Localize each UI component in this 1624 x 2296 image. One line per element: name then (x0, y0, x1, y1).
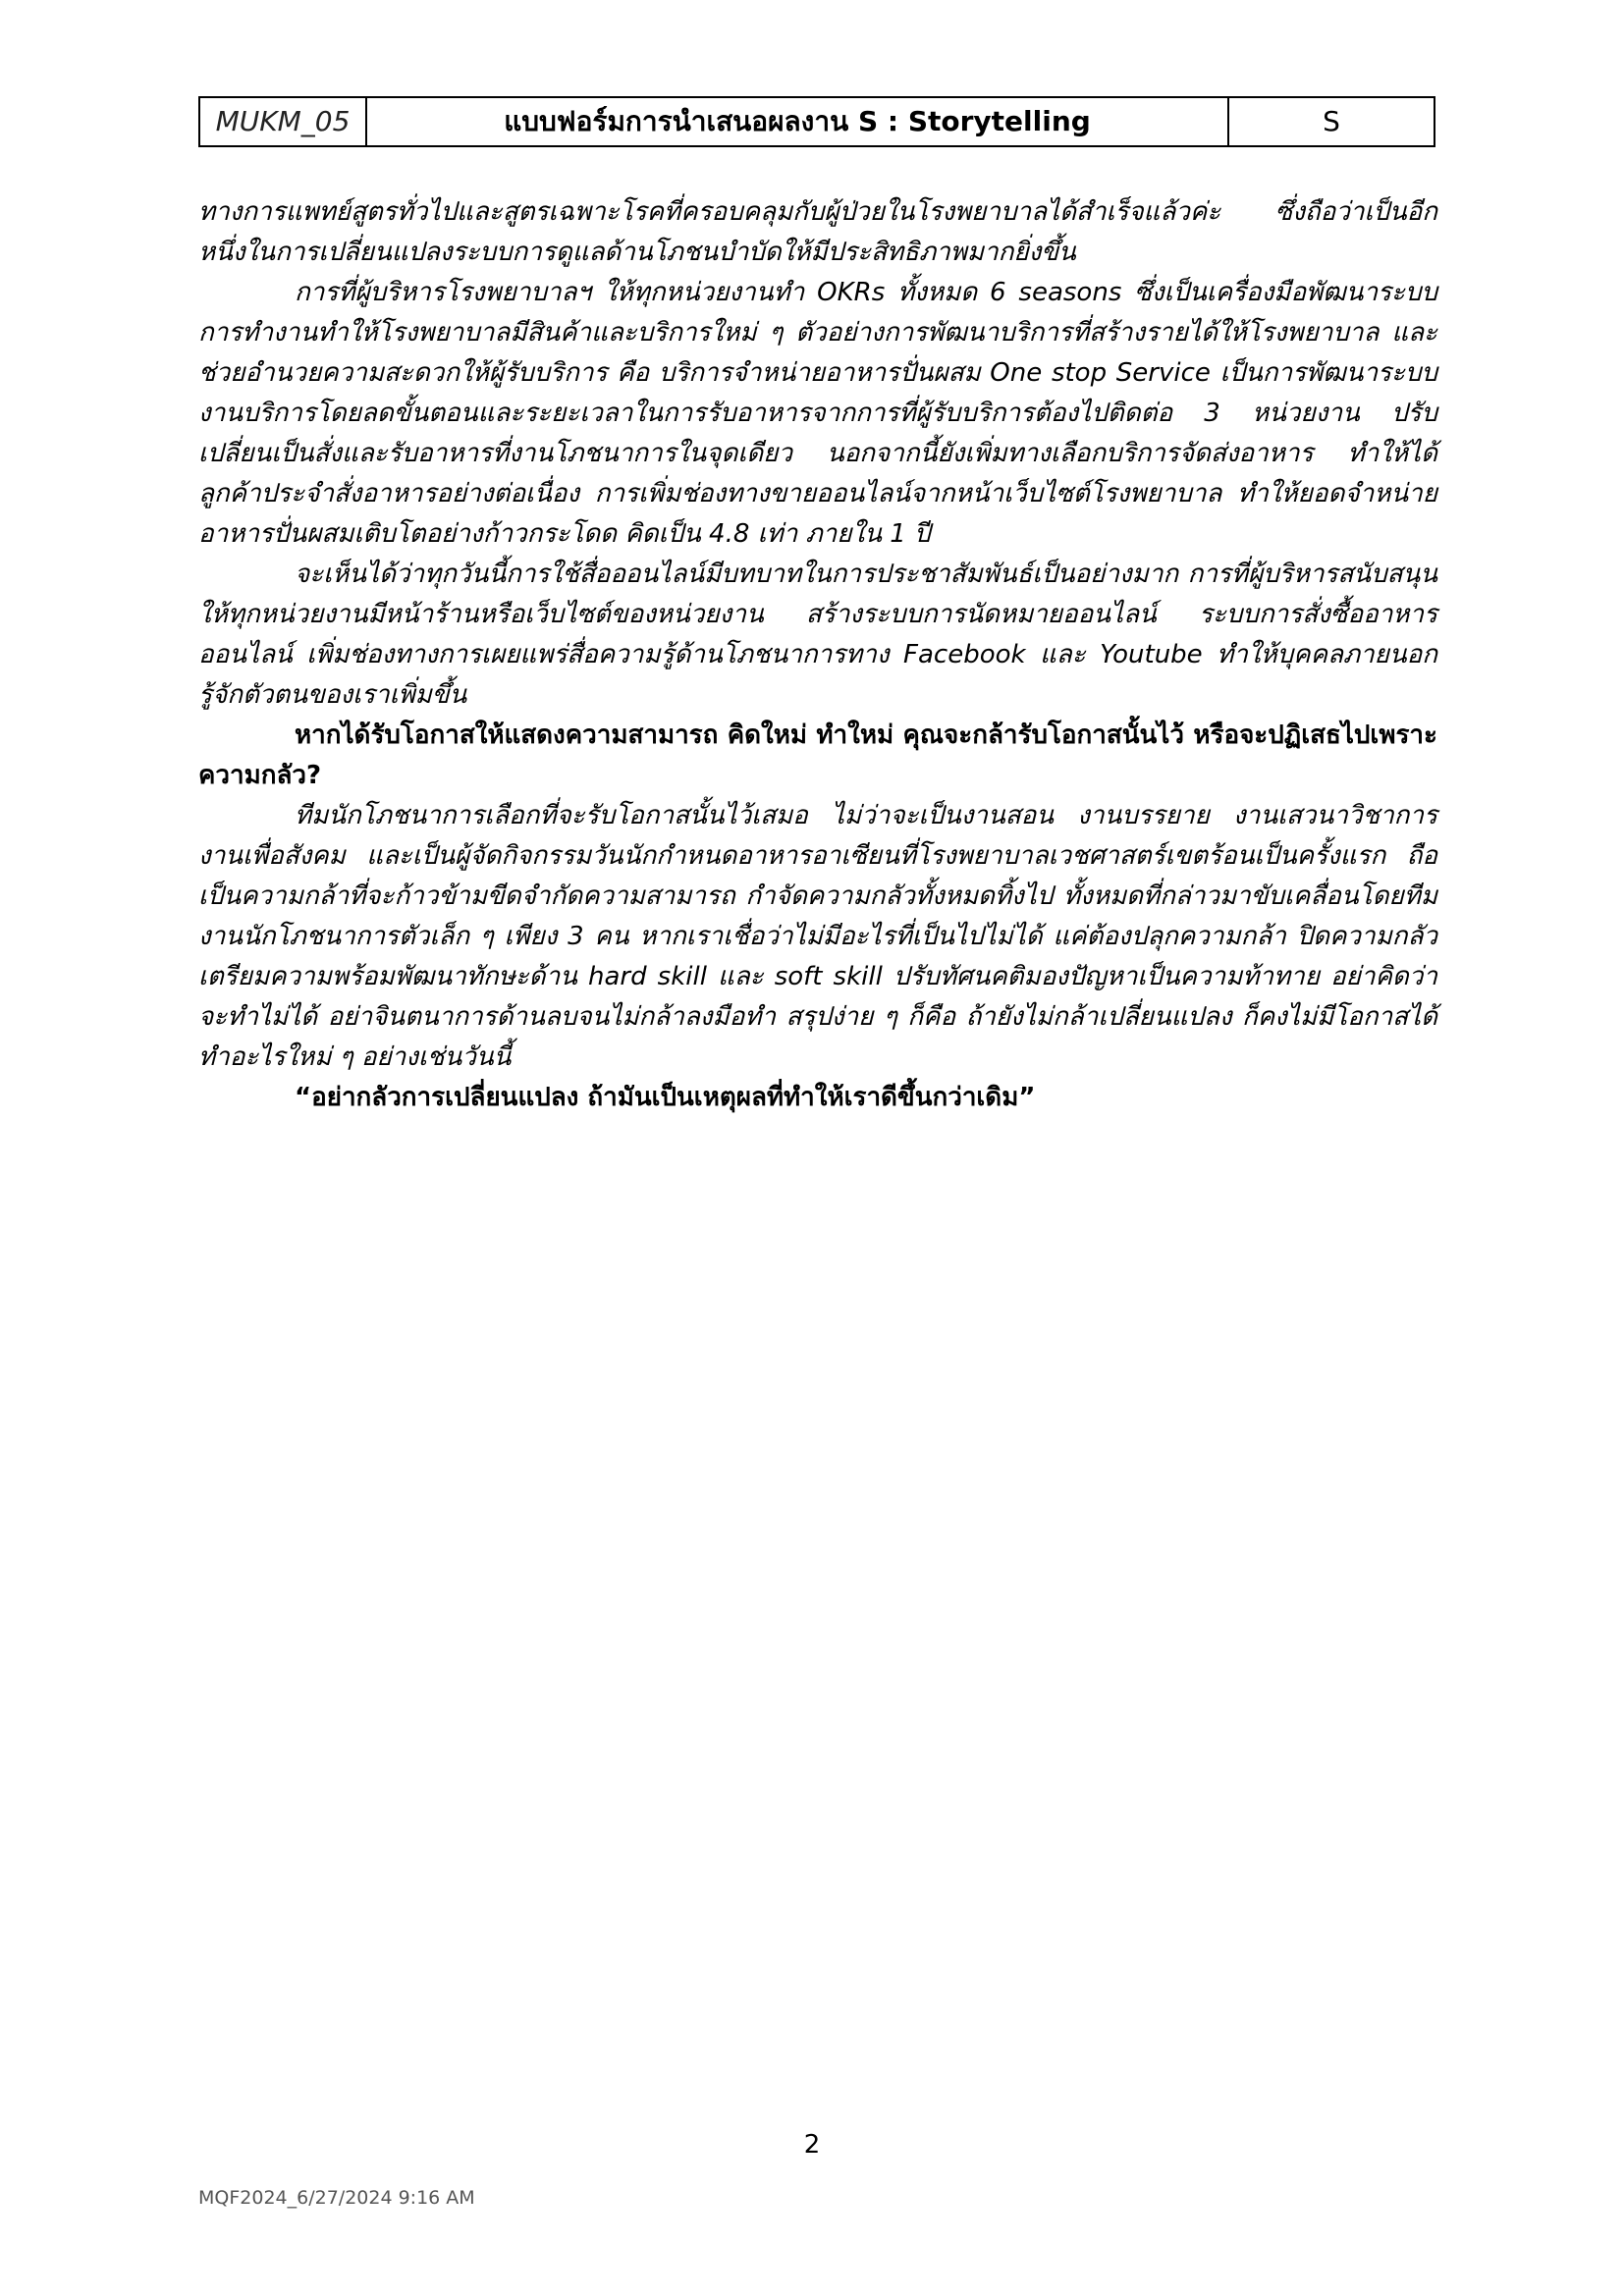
document-body (198, 192, 1437, 1118)
closing-quote: “อย่ากลัวการเปลี่ยนแปลง ถ้ามันเป็นเหตุผลที่ทำให้เราดีขึ้นกว่าเดิม” (295, 1083, 1036, 1112)
paragraph-team: ทีมนักโภชนาการเลือกที่จะรับโอกาสนั้นไว้เสมอ ไม่ว่าจะเป็นงานสอน งานบรรยาย งานเสวนาวิชาการ งานเพื่อสังคม และเป็นผู้จัดกิจกรรมวันนักกำหนดอาหารอาเซียนที่โรงพยาบาลเวชศาสตร์เขตร้อนเป็นครั้งแรก ถือเป็นความกล้าที่จะก้าวข้ามขีดจำกัดความสามารถ กำจัดความกลัวทั้งหมดทิ้งไป ทั้งหมดที่กล่าวมาขับเคลื่อนโดยทีมงานนักโภชนาการตัวเล็ก ๆ เพียง 3 คน หากเราเชื่อว่าไม่มีอะไรที่เป็นไปไม่ได้ แค่ต้องปลุกความกล้า ปิดความกลัว เตรียมความพร้อมพัฒนาทักษะด้าน hard skill และ soft skill ปรับทัศนคติมองปัญหาเป็นความท้าทาย อย่าคิดว่าจะทำไม่ได้ อย่าจินตนาการด้านลบจนไม่กล้าลงมือทำ สรุปง่าย ๆ ก็คือ ถ้ายังไม่กล้าเปลี่ยนแปลง ก็คงไม่มีโอกาสได้ทำอะไรใหม่ ๆ อย่างเช่นวันนี้ (198, 801, 1437, 1072)
header-table (198, 96, 1435, 147)
paragraph-online-media: จะเห็นได้ว่าทุกวันนี้การใช้สื่อออนไลน์มีบทบาทในการประชาสัมพันธ์เป็นอย่างมาก การที่ผู้บริหารสนับสนุนให้ทุกหน่วยงานมีหน้าร้านหรือเว็บไซต์ของหน่วยงาน สร้างระบบการนัดหมายออนไลน์ ระบบการสั่งซื้ออาหารออนไลน์ เพิ่มช่องทางการเผยแพร่สื่อความรู้ด้านโภชนาการทาง Facebook และ Youtube ทำให้บุคคลภายนอกรู้จักตัวตนของเราเพิ่มขึ้น (198, 560, 1437, 710)
section-letter: S (1228, 97, 1435, 146)
header-row (199, 97, 1435, 146)
footer-stamp: MQF2024_6/27/2024 9:16 AM (198, 2187, 475, 2209)
paragraph-okrs: การที่ผู้บริหารโรงพยาบาลฯ ให้ทุกหน่วยงานทำ OKRs ทั้งหมด 6 seasons ซึ่งเป็นเครื่องมือพัฒนาระบบการทำงานทำให้โรงพยาบาลมีสินค้าและบริการใหม่ ๆ ตัวอย่างการพัฒนาบริการที่สร้างรายได้ให้โรงพยาบาล และช่วยอำนวยความสะดวกให้ผู้รับบริการ คือ บริการจำหน่ายอาหารปั่นผสม One stop Service เป็นการพัฒนาระบบงานบริการโดยลดขั้นตอนและระยะเวลาในการรับอาหารจากการที่ผู้รับบริการต้องไปติดต่อ 3 หน่วยงาน ปรับเปลี่ยนเป็นสั่งและรับอาหารที่งานโภชนาการในจุดเดียว นอกจากนี้ยังเพิ่มทางเลือกบริการจัดส่งอาหาร ทำให้ได้ลูกค้าประจำสั่งอาหารอย่างต่อเนื่อง การเพิ่มช่องทางขายออนไลน์จากหน้าเว็บไซต์โรงพยาบาล ทำให้ยอดจำหน่ายอาหารปั่นผสมเติบโตอย่างก้าวกระโดด คิดเป็น 4.8 เท่า ภายใน 1 ปี (198, 278, 1437, 549)
paragraph-continuation: ทางการแพทย์สูตรทั่วไปและสูตรเฉพาะโรคที่ครอบคลุมกับผู้ป่วยในโรงพยาบาลได้สำเร็จแล้วค่ะ ซึ่งถือว่าเป็นอีกหนึ่งในการเปลี่ยนแปลงระบบการดูแลด้านโภชนบำบัดให้มีประสิทธิภาพมากยิ่งขึ้น (198, 197, 1437, 267)
section-heading: หากได้รับโอกาสให้แสดงความสามารถ คิดใหม่ ทำใหม่ คุณจะกล้ารับโอกาสนั้นไว้ หรือจะปฏิเสธไปเพราะความกลัว? (198, 721, 1437, 790)
form-code: MUKM_05 (199, 97, 366, 146)
form-title: แบบฟอร์มการนำเสนอผลงาน S : Storytelling (366, 97, 1228, 146)
page-number: 2 (803, 2130, 821, 2160)
